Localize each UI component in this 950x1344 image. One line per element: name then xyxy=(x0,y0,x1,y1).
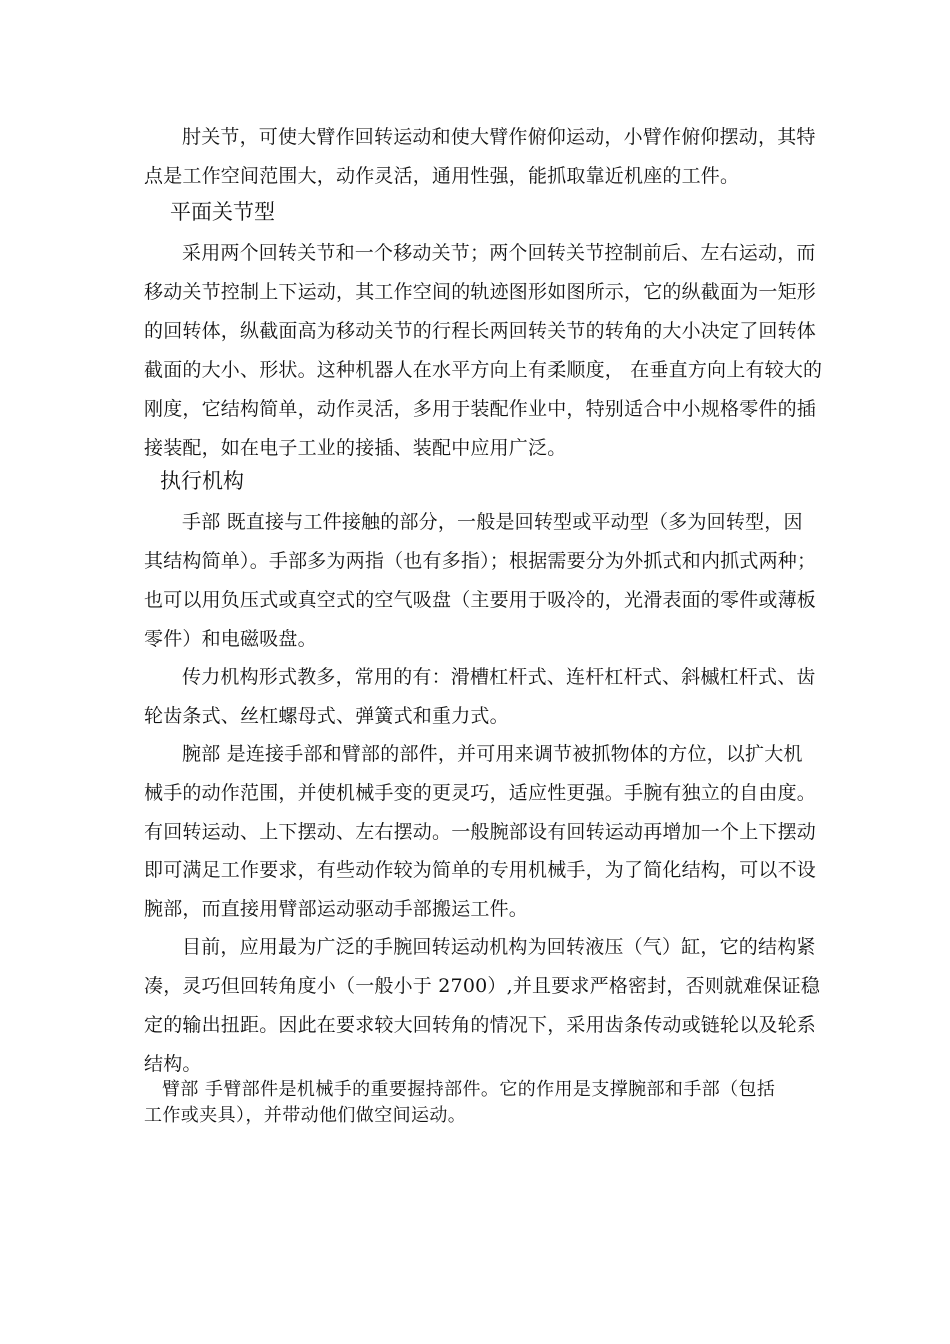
wrist-paragraph-line: 即可满足工作要求，有些动作较为简单的专用机械手，为了简化结构，可以不设 xyxy=(144,859,817,881)
elbow-paragraph-line: 肘关节，可使大臂作回转运动和使大臂作俯仰运动，小臂作俯仰摆动，其特 xyxy=(182,126,816,148)
current-paragraph-line: 目前，应用最为广泛的手腕回转运动机构为回转液压（气）缸，它的结构紧 xyxy=(182,936,816,958)
planar-paragraph-line: 接装配，如在电子工业的接插、装配中应用广泛。 xyxy=(144,437,567,459)
planar-paragraph-line: 采用两个回转关节和一个移动关节；两个回转关节控制前后、左右运动，而 xyxy=(182,242,816,264)
current-paragraph-line: 结构。 xyxy=(144,1053,202,1075)
arm-paragraph-line: 工作或夹具），并带动他们做空间运动。 xyxy=(144,1105,467,1126)
planar-paragraph-line: 截面的大小、形状。这种机器人在水平方向上有柔顺度， 在垂直方向上有较大的 xyxy=(144,359,823,381)
wrist-paragraph-line: 腕部，而直接用臂部运动驱动手部搬运工件。 xyxy=(144,898,529,920)
arm-paragraph-line: 臂部 手臂部件是机械手的重要握持部件。它的作用是支撑腕部和手部（包括 xyxy=(162,1079,776,1100)
hand-paragraph-line: 零件）和电磁吸盘。 xyxy=(144,628,317,650)
elbow-paragraph-line: 点是工作空间范围大，动作灵活，通用性强，能抓取靠近机座的工件。 xyxy=(144,165,740,187)
current-paragraph-line: 定的输出扭距。因此在要求较大回转角的情况下，采用齿条传动或链轮以及轮系 xyxy=(144,1014,817,1036)
wrist-paragraph-line: 腕部 是连接手部和臂部的部件，并可用来调节被抓物体的方位，以扩大机 xyxy=(182,743,803,765)
section-heading-planar: 平面关节型 xyxy=(170,200,275,224)
planar-paragraph-line: 的回转体，纵截面高为移动关节的行程长两回转关节的转角的大小决定了回转体 xyxy=(144,320,817,342)
planar-paragraph-line: 移动关节控制上下运动，其工作空间的轨迹图形如图所示，它的纵截面为一矩形 xyxy=(144,281,817,303)
planar-paragraph-line: 刚度，它结构简单，动作灵活，多用于装配作业中，特别适合中小规格零件的插 xyxy=(144,398,817,420)
wrist-paragraph-line: 械手的动作范围，并使机械手变的更灵巧，适应性更强。手腕有独立的自由度。 xyxy=(144,782,817,804)
hand-paragraph-line: 其结构简单）。手部多为两指（也有多指）；根据需要分为外抓式和内抓式两种； xyxy=(144,550,817,572)
current-paragraph-line: 凑，灵巧但回转角度小（一般小于 2700）,并且要求严格密封，否则就难保证稳 xyxy=(144,975,821,997)
section-heading-actuator: 执行机构 xyxy=(160,469,244,493)
transmission-paragraph-line: 轮齿条式、丝杠螺母式、弹簧式和重力式。 xyxy=(144,705,509,727)
hand-paragraph-line: 也可以用负压式或真空式的空气吸盘（主要用于吸冷的，光滑表面的零件或薄板 xyxy=(144,589,817,611)
transmission-paragraph-line: 传力机构形式教多，常用的有：滑槽杠杆式、连杆杠杆式、斜槭杠杆式、齿 xyxy=(182,666,816,688)
hand-paragraph-line: 手部 既直接与工件接触的部分，一般是回转型或平动型（多为回转型，因 xyxy=(182,511,803,533)
wrist-paragraph-line: 有回转运动、上下摆动、左右摆动。一般腕部设有回转运动再增加一个上下摆动 xyxy=(144,821,817,843)
